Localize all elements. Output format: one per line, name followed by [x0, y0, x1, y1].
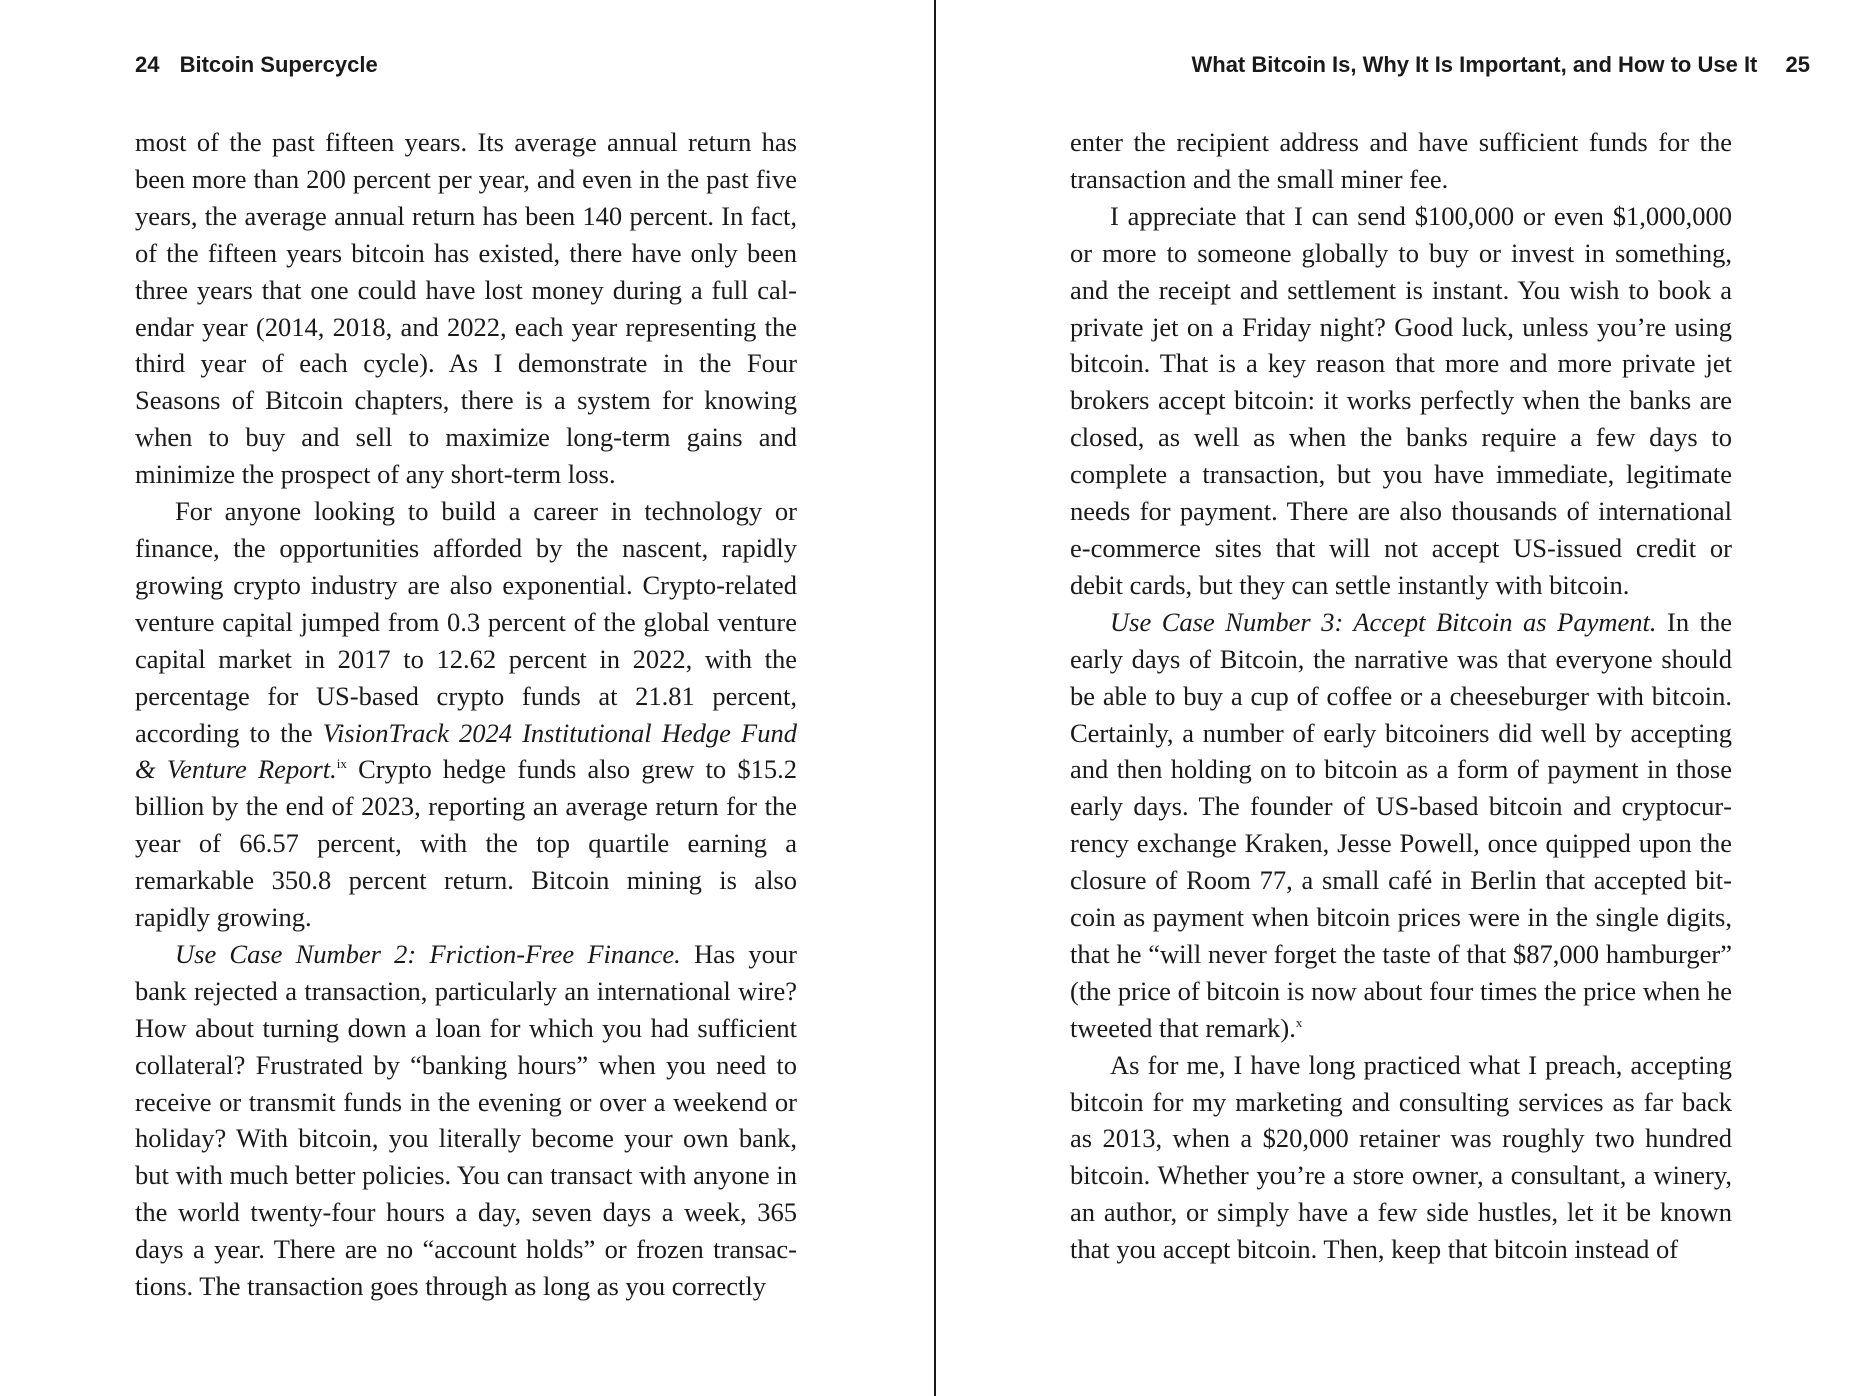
left-paragraph-1: most of the past fifteen years. Its average annual return has been more than 200 percent per year, and even in the past five years, the average annual return has been 140 percent. In fact, of the fifteen years bitcoin has existed, there have only been three years that one could have lost money during a full calendar year (2014, 2018, and 2022, each year representing the third year of each cycle). As I demonstrate in the Four Seasons of Bitcoin chapters, there is a system for knowing when to buy and sell to maximize long-term gains and minimize the prospect of any short-term loss.	[135, 127, 797, 490]
right-running-head	[1191, 52, 1810, 78]
right-body-text	[1070, 124, 1732, 1268]
left-body-text	[135, 124, 797, 1305]
report-title-period: .	[330, 754, 337, 785]
report-title-italic: VisionTrack 2024 Institutional Hedge Fund & Venture Report	[135, 717, 797, 785]
right-paragraph-1: enter the recipient address and have sufficient funds for the transaction and the small miner fee.	[1070, 127, 1732, 194]
right-paragraph-4: As for me, I have long practiced what I preach, accepting bitcoin for my marketing and consulting services as far back as 2013, when a $20,000 retainer was roughly two hundred bitcoin. Whether you’re a store owner, a consultant, a winery, an author, or simply have a few side hustles, let it be known that you accept bitcoin. Then, keep that bitcoin instead of	[1070, 1049, 1732, 1265]
right-paragraph-3-text: In the early days of Bitcoin, the narrative was that everyone should be able to buy a cup of coffee or a cheeseburger with bitcoin. Certainly, a number of early bitcoiners did well by accepting and then holding on to bitcoin as a form of payment in those early days. The founder of US-based bitcoin and cryptocurrency exchange Kraken, Jesse Powell, once quipped upon the closure of Room 77, a small café in Berlin that accepted bitcoin as payment when bitcoin prices were in the single digits, that he “will never forget the taste of that $87,000 hamburger” (the price of bitcoin is now about four times the price when he tweeted that remark).	[1070, 606, 1733, 1043]
left-page	[0, 0, 930, 1396]
endnote-ref-ix: ix	[336, 756, 347, 772]
right-paragraph-2: I appreciate that I can send $100,000 or even $1,000,000 or more to someone globally to buy or invest in something, and the receipt and settlement is instant. You wish to book a private jet on a Friday night? Good luck, unless you’re using bitcoin. That is a key reason that more and more private jet brokers accept bitcoin: it works perfectly when the banks are closed, as well as when the banks require a few days to complete a transaction, but you have immediate, legitimate needs for payment. There are also thousands of international e-commerce sites that will not accept US-issued credit or debit cards, but they can settle instantly with bitcoin.	[1070, 200, 1732, 600]
use-case-2-heading: Use Case Number 2: Friction-Free Finance.	[175, 938, 681, 969]
endnote-ref-x: x	[1295, 1014, 1303, 1030]
left-paragraph-2	[135, 493, 797, 936]
left-paragraph-2-text: For anyone looking to build a career in technology or finance, the opportunities afforded by the nascent, rapidly growing crypto industry are also exponential. Crypto-related venture capital jumped from 0.3 percent of the global venture capital market in 2017 to 12.62 percent in 2022, with the percentage for US-based crypto funds at 21.81 percent, according to the	[135, 496, 797, 748]
left-paragraph-3-text: Has your bank rejected a transaction, particularly an international wire? How about turning down a loan for which you had sufficient collateral? Frustrated by “banking hours” when you need to receive or transmit funds in the evening or over a weekend or holiday? With bitcoin, you literally become your own bank, but with much better policies. You can transact with anyone in the world twenty-four hours a day, seven days a week, 365 days a year. There are no “account holds” or frozen transactions. The transaction goes through as long as you correctly	[135, 938, 797, 1302]
use-case-3-heading: Use Case Number 3: Accept Bitcoin as Payment.	[1110, 606, 1657, 637]
left-paragraph-3	[135, 936, 797, 1305]
left-paragraph-2-rest: Crypto hedge funds also grew to $15.2 billion by the end of 2023, reporting an average return for the year of 66.57 percent, with the top quartile earning a remarkable 350.8 percent return. Bitcoin mining is also rapidly growing.	[135, 754, 797, 933]
right-page-number: 25	[1785, 52, 1810, 77]
left-running-head	[135, 52, 378, 78]
right-paragraph-3	[1070, 604, 1732, 1047]
right-page	[936, 0, 1862, 1396]
right-running-title: What Bitcoin Is, Why It Is Important, and How to Use It	[1191, 52, 1758, 77]
left-page-number: 24	[135, 52, 160, 77]
left-running-title: Bitcoin Supercycle	[179, 52, 378, 77]
